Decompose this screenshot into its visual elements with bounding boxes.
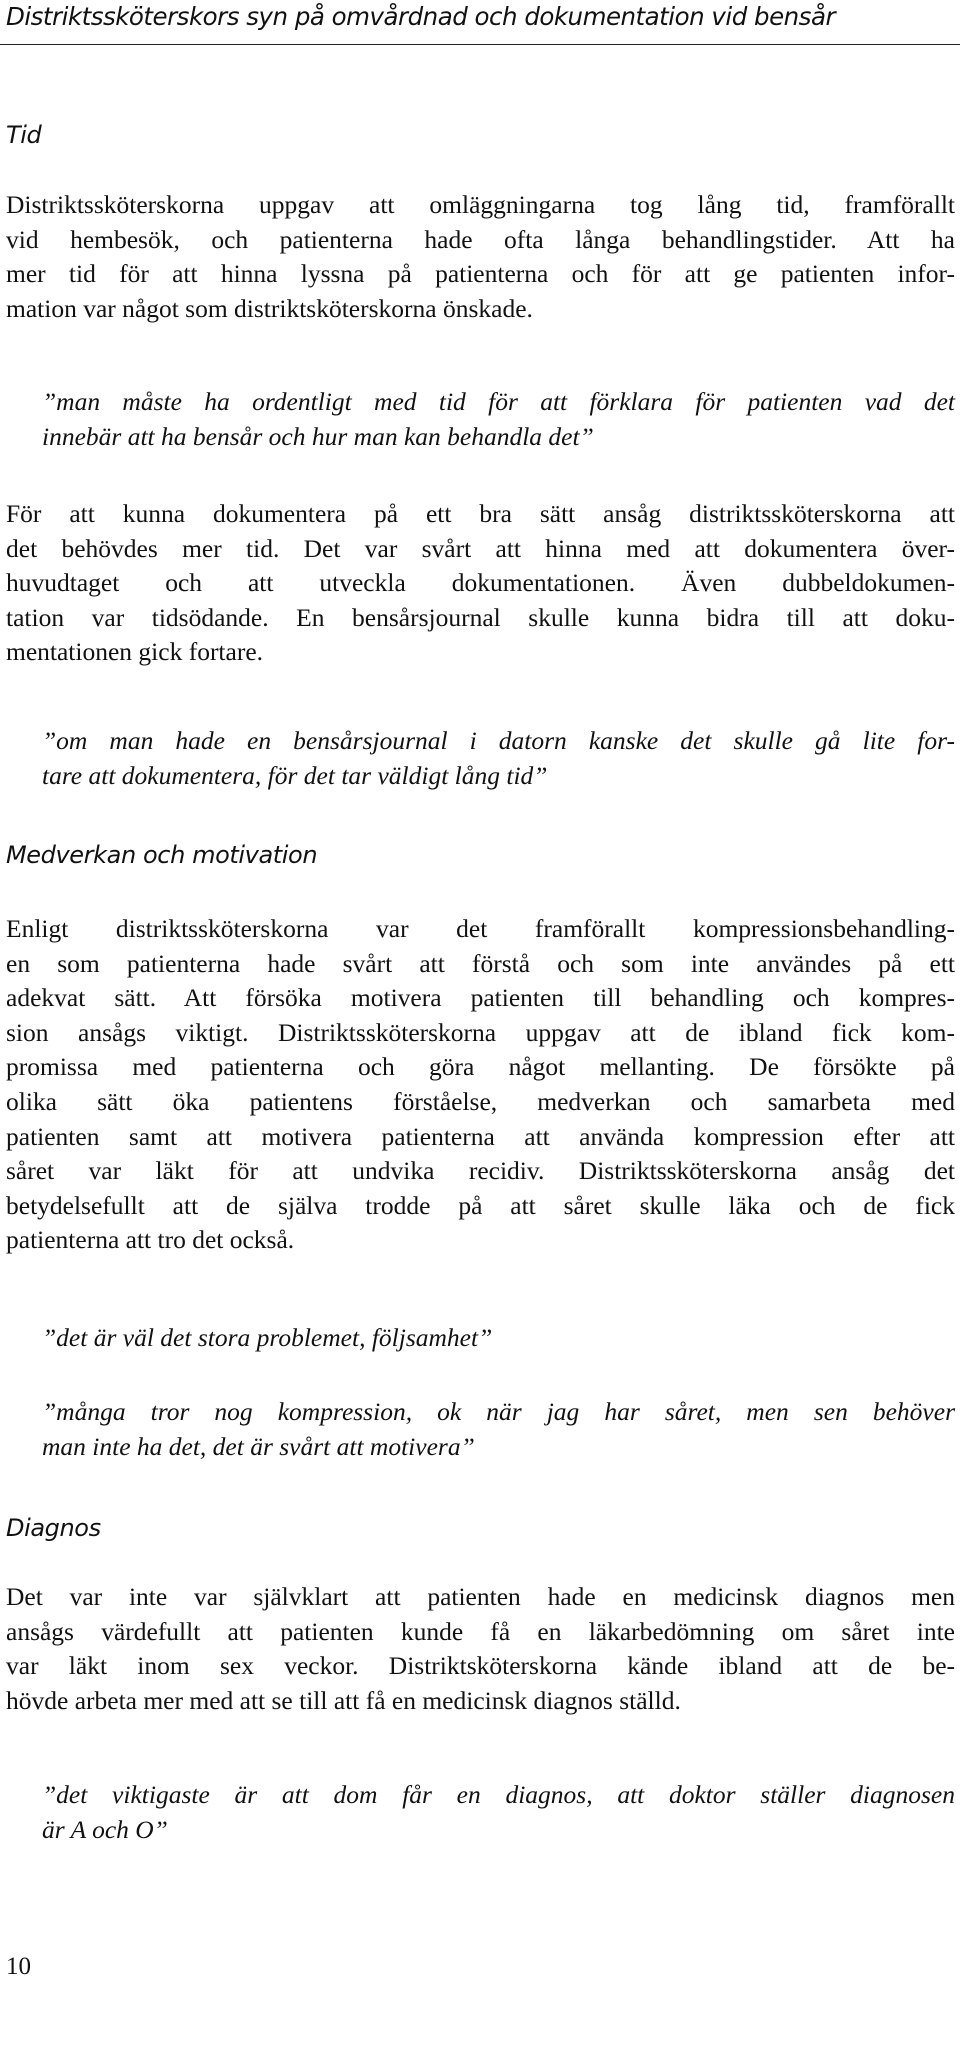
section-heading-medverkan: Medverkan och motivation	[6, 841, 318, 869]
text-line: såret var läkt för att undvika recidiv. Distriktssköterskorna ansåg det	[6, 1156, 955, 1186]
quote-tid-1	[42, 385, 955, 454]
quote-line: tare att dokumentera, för det tar väldigt lång tid”	[42, 760, 548, 790]
quote-line: ”om man hade en bensårsjournal i datorn kanske det skulle gå lite for-	[42, 726, 955, 755]
quote-line: ”man måste ha ordentligt med tid för att förklara för patienten vad det	[42, 387, 955, 416]
text-line: patienten samt att motivera patienterna att använda kompression efter att	[6, 1121, 955, 1151]
text-line: Det var inte var självklart att patienten hade en medicinsk diagnos men	[6, 1582, 955, 1611]
text-line: Distriktssköterskorna uppgav att omläggningarna tog lång tid, framförallt	[6, 190, 955, 219]
text-line: var läkt inom sex veckor. Distriktsköterskorna kände ibland att de be-	[6, 1651, 955, 1681]
page-number: 10	[6, 1953, 31, 1980]
paragraph-medverkan-1	[6, 912, 955, 1258]
text-line: olika sätt öka patientens förståelse, medverkan och samarbeta med	[6, 1086, 955, 1116]
text-line: sion ansågs viktigt. Distriktssköterskorna uppgav att de ibland fick kom-	[6, 1017, 955, 1047]
quote-line: ”det viktigaste är att dom får en diagnos, att doktor ställer diagnosen	[42, 1780, 955, 1809]
text-line: promissa med patienterna och göra något mellanting. De försökte på	[6, 1052, 955, 1082]
text-line: tation var tidsödande. En bensårsjournal skulle kunna bidra till att doku-	[6, 602, 955, 632]
quote-line: man inte ha det, det är svårt att motivera”	[42, 1431, 475, 1461]
text-line: mentationen gick fortare.	[6, 637, 264, 667]
text-line: mation var något som distriktsköterskorna önskade.	[6, 293, 533, 323]
text-line: ansågs värdefullt att patienten kunde få en läkarbedömning om såret inte	[6, 1616, 955, 1646]
quote-line: ”många tror nog kompression, ok när jag har såret, men sen behöver	[42, 1397, 955, 1426]
text-line: patienterna att tro det också.	[6, 1225, 295, 1255]
header-rule	[0, 44, 960, 45]
paragraph-diagnos-1	[6, 1580, 955, 1718]
quote-line: innebär att ha bensår och hur man kan behandla det”	[42, 421, 594, 451]
quote-line: är A och O”	[42, 1814, 168, 1844]
section-heading-tid: Tid	[6, 121, 42, 149]
quote-tid-2	[42, 724, 955, 793]
section-heading-diagnos: Diagnos	[6, 1514, 101, 1542]
paragraph-tid-2	[6, 497, 955, 670]
running-header: Distriktssköterskors syn på omvårdnad och dokumentation vid bensår	[6, 2, 836, 31]
quote-line: ”det är väl det stora problemet, följsamhet”	[42, 1323, 493, 1352]
text-line: vid hembesök, och patienterna hade ofta långa behandlingstider. Att ha	[6, 224, 955, 254]
text-line: det behövdes mer tid. Det var svårt att hinna med att dokumentera över-	[6, 533, 955, 563]
quote-medverkan-2	[42, 1395, 955, 1464]
text-line: adekvat sätt. Att försöka motivera patienten till behandling och kompres-	[6, 983, 955, 1013]
text-line: betydelsefullt att de själva trodde på att såret skulle läka och de fick	[6, 1190, 955, 1220]
text-line: mer tid för att hinna lyssna på patienterna och för att ge patienten infor-	[6, 259, 955, 289]
quote-diagnos-1	[42, 1778, 955, 1847]
text-line: en som patienterna hade svårt att förstå och som inte användes på ett	[6, 948, 955, 978]
text-line: Enligt distriktssköterskorna var det framförallt kompressionsbehandling-	[6, 914, 955, 943]
text-line: För att kunna dokumentera på ett bra sätt ansåg distriktssköterskorna att	[6, 499, 955, 528]
text-line: huvudtaget och att utveckla dokumentationen. Även dubbeldokumen-	[6, 568, 955, 598]
quote-medverkan-1	[42, 1321, 955, 1356]
text-line: hövde arbeta mer med att se till att få en medicinsk diagnos ställd.	[6, 1685, 681, 1715]
paragraph-tid-1	[6, 188, 955, 326]
